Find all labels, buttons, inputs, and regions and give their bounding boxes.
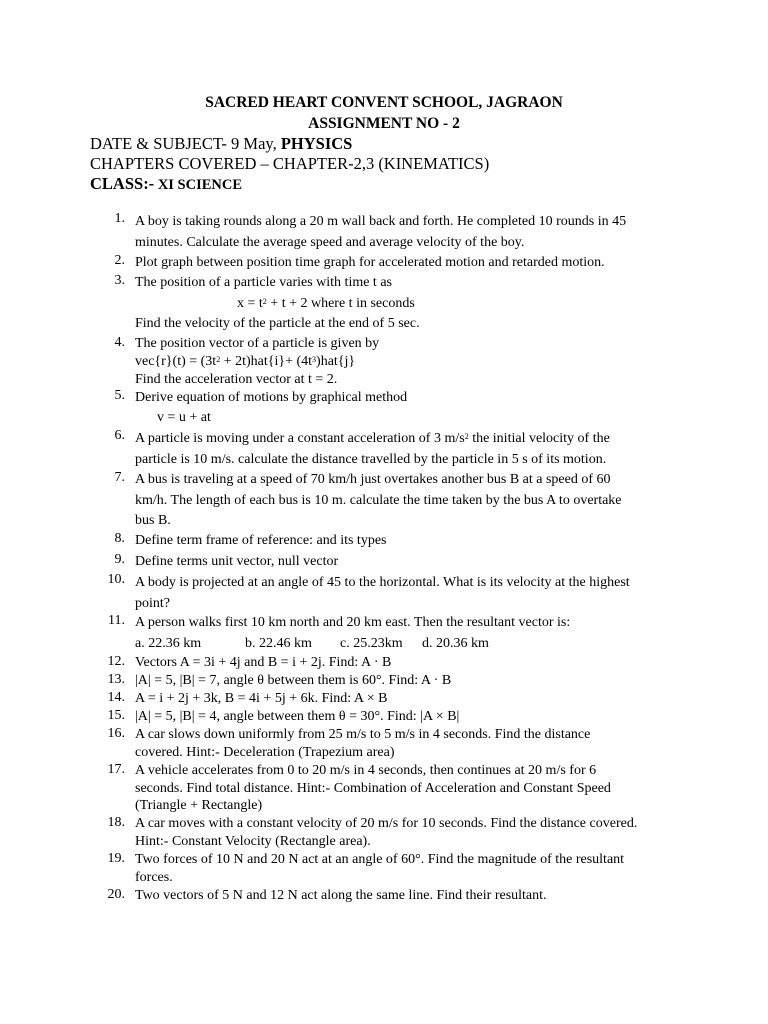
question-line: km/h. The length of each bus is 10 m. calculate the time taken by the bus A to overtake [135,492,622,508]
question-text [135,552,695,572]
question-line: Define term frame of reference: and its types [135,533,387,548]
equation-part: x = t [237,295,263,311]
question-line: A body is projected at an angle of 45 to the horizontal. What is its velocity at the highest [135,575,630,590]
question-line: Derive equation of motions by graphical method [135,390,408,405]
question-text [135,273,695,335]
question-line: A bus is traveling at a speed of 70 km/h just overtakes another bus B at a speed of 60 [135,472,611,487]
question-line: Plot graph between position time graph for accelerated motion and retarded motion. [135,255,605,270]
question-line: covered. Hint:- Deceleration (Trapezium area) [135,744,395,760]
question-line: Hint:- Constant Velocity (Rectangle area). [135,833,371,849]
question-text [135,388,695,428]
question-line: seconds. Find total distance. Hint:- Combination of Acceleration and Constant Speed [135,780,611,796]
question-number: 3. [114,273,125,288]
question-line: Define terms unit vector, null vector [135,554,339,569]
question-text [135,815,695,850]
assignment-title: ASSIGNMENT NO - 2 [308,115,460,132]
class-value: XI SCIENCE [154,177,243,193]
question-number: 12. [107,654,125,669]
question-line [135,428,695,449]
question-line: Two vectors of 5 N and 12 N act along the same line. Find their resultant. [135,888,547,903]
question-text [135,654,695,672]
equation-of-motion: v = u + at [157,410,211,425]
question-line: A car moves with a constant velocity of 20 m/s for 10 seconds. Find the distance covered. [135,816,638,831]
question-number: 6. [114,428,125,443]
option-a: a. 22.36 km [135,635,202,651]
question-line: Find the acceleration vector at t = 2. [135,372,338,387]
subject-name: PHYSICS [280,134,353,153]
question-line: point? [135,596,170,611]
question-number: 14. [107,690,125,705]
unit-exponent: 2 [464,432,469,441]
question-line: bus B. [135,513,171,528]
date-subject-line [90,134,352,154]
question-text [135,726,695,761]
question-number: 5. [114,388,125,403]
question-number: 13. [107,672,125,687]
equation-part: + t + 2 where t in seconds [266,295,415,311]
question-text [135,851,695,886]
question-line: A boy is taking rounds along a 20 m wall back and forth. He completed 10 rounds in 45 [135,214,627,229]
question-text [135,531,695,551]
equation-exponent: 2 [216,355,221,364]
equation-part: vec{r}(t) = (3t [135,354,217,369]
equation-part: + 2t)hat{i}+ (4t [220,354,313,369]
text-part: the initial velocity of the [468,431,610,446]
position-equation [135,294,695,315]
answer-options [135,634,695,655]
question-number: 1. [114,211,125,226]
question-text [135,672,695,690]
question-line: The position of a particle varies with time t as [135,275,392,290]
question-text [135,613,695,654]
question-text [135,887,695,905]
question-number: 10. [107,572,125,587]
question-line: |A| = 5, |B| = 4, angle between them θ = 30°. Find: |A × B| [135,709,460,724]
class-line [90,174,242,195]
question-number: 18. [107,815,125,830]
question-line: A vehicle accelerates from 0 to 20 m/s in 4 seconds, then continues at 20 m/s for 6 [135,763,597,778]
question-text [135,211,695,253]
equation-part: )hat{j} [316,354,356,369]
question-text [135,690,695,708]
school-name: SACRED HEART CONVENT SCHOOL, JAGRAON [205,94,563,111]
question-line: Two forces of 10 N and 20 N act at an angle of 60°. Find the magnitude of the resultant [135,852,625,867]
question-number: 17. [107,762,125,777]
equation-exponent: 3 [312,355,317,364]
question-line: particle is 10 m/s. calculate the distance travelled by the particle in 5 s of its motion. [135,452,607,467]
question-text [135,470,695,532]
option-b: b. 22.46 km [245,635,312,651]
question-text [135,428,695,470]
question-text [135,335,695,389]
question-number: 4. [114,335,125,350]
equation-exponent: 2 [262,296,267,306]
chapters-line: CHAPTERS COVERED – CHAPTER-2,3 (KINEMATICS) [90,154,490,173]
question-line: Find the velocity of the particle at the end of 5 sec. [135,316,420,331]
question-text [135,572,695,614]
class-prefix: CLASS:- [90,174,155,193]
question-number: 9. [114,552,125,567]
question-line: A = i + 2j + 3k, B = 4i + 5j + 6k. Find: A × B [135,691,388,706]
question-number: 20. [107,887,125,902]
question-line: (Triangle + Rectangle) [135,798,263,813]
question-line: A car slows down uniformly from 25 m/s to 5 m/s in 4 seconds. Find the distance [135,727,591,742]
question-line: Vectors A = 3i + 4j and B = i + 2j. Find: A · B [135,655,392,670]
question-text [135,708,695,726]
text-part: A particle is moving under a constant acceleration of 3 m/s [135,431,465,446]
question-number: 7. [114,470,125,485]
question-text [135,762,695,815]
question-line: A person walks first 10 km north and 20 km east. Then the resultant vector is: [135,615,571,630]
question-line: minutes. Calculate the average speed and average velocity of the boy. [135,235,525,250]
question-text [135,253,695,273]
question-line: |A| = 5, |B| = 7, angle θ between them is 60°. Find: A · B [135,673,452,688]
question-number: 16. [107,726,125,741]
date-subject-prefix: DATE & SUBJECT- 9 May, [90,134,281,153]
question-number: 11. [108,613,125,628]
option-c: c. 25.23km [340,635,403,651]
question-line: The position vector of a particle is given by [135,336,380,351]
position-vector-equation [135,353,695,371]
question-number: 8. [114,531,125,546]
question-number: 2. [114,253,125,268]
question-number: 19. [107,851,125,866]
question-number: 15. [107,708,125,723]
question-line: forces. [135,869,173,885]
option-d: d. 20.36 km [422,635,489,651]
